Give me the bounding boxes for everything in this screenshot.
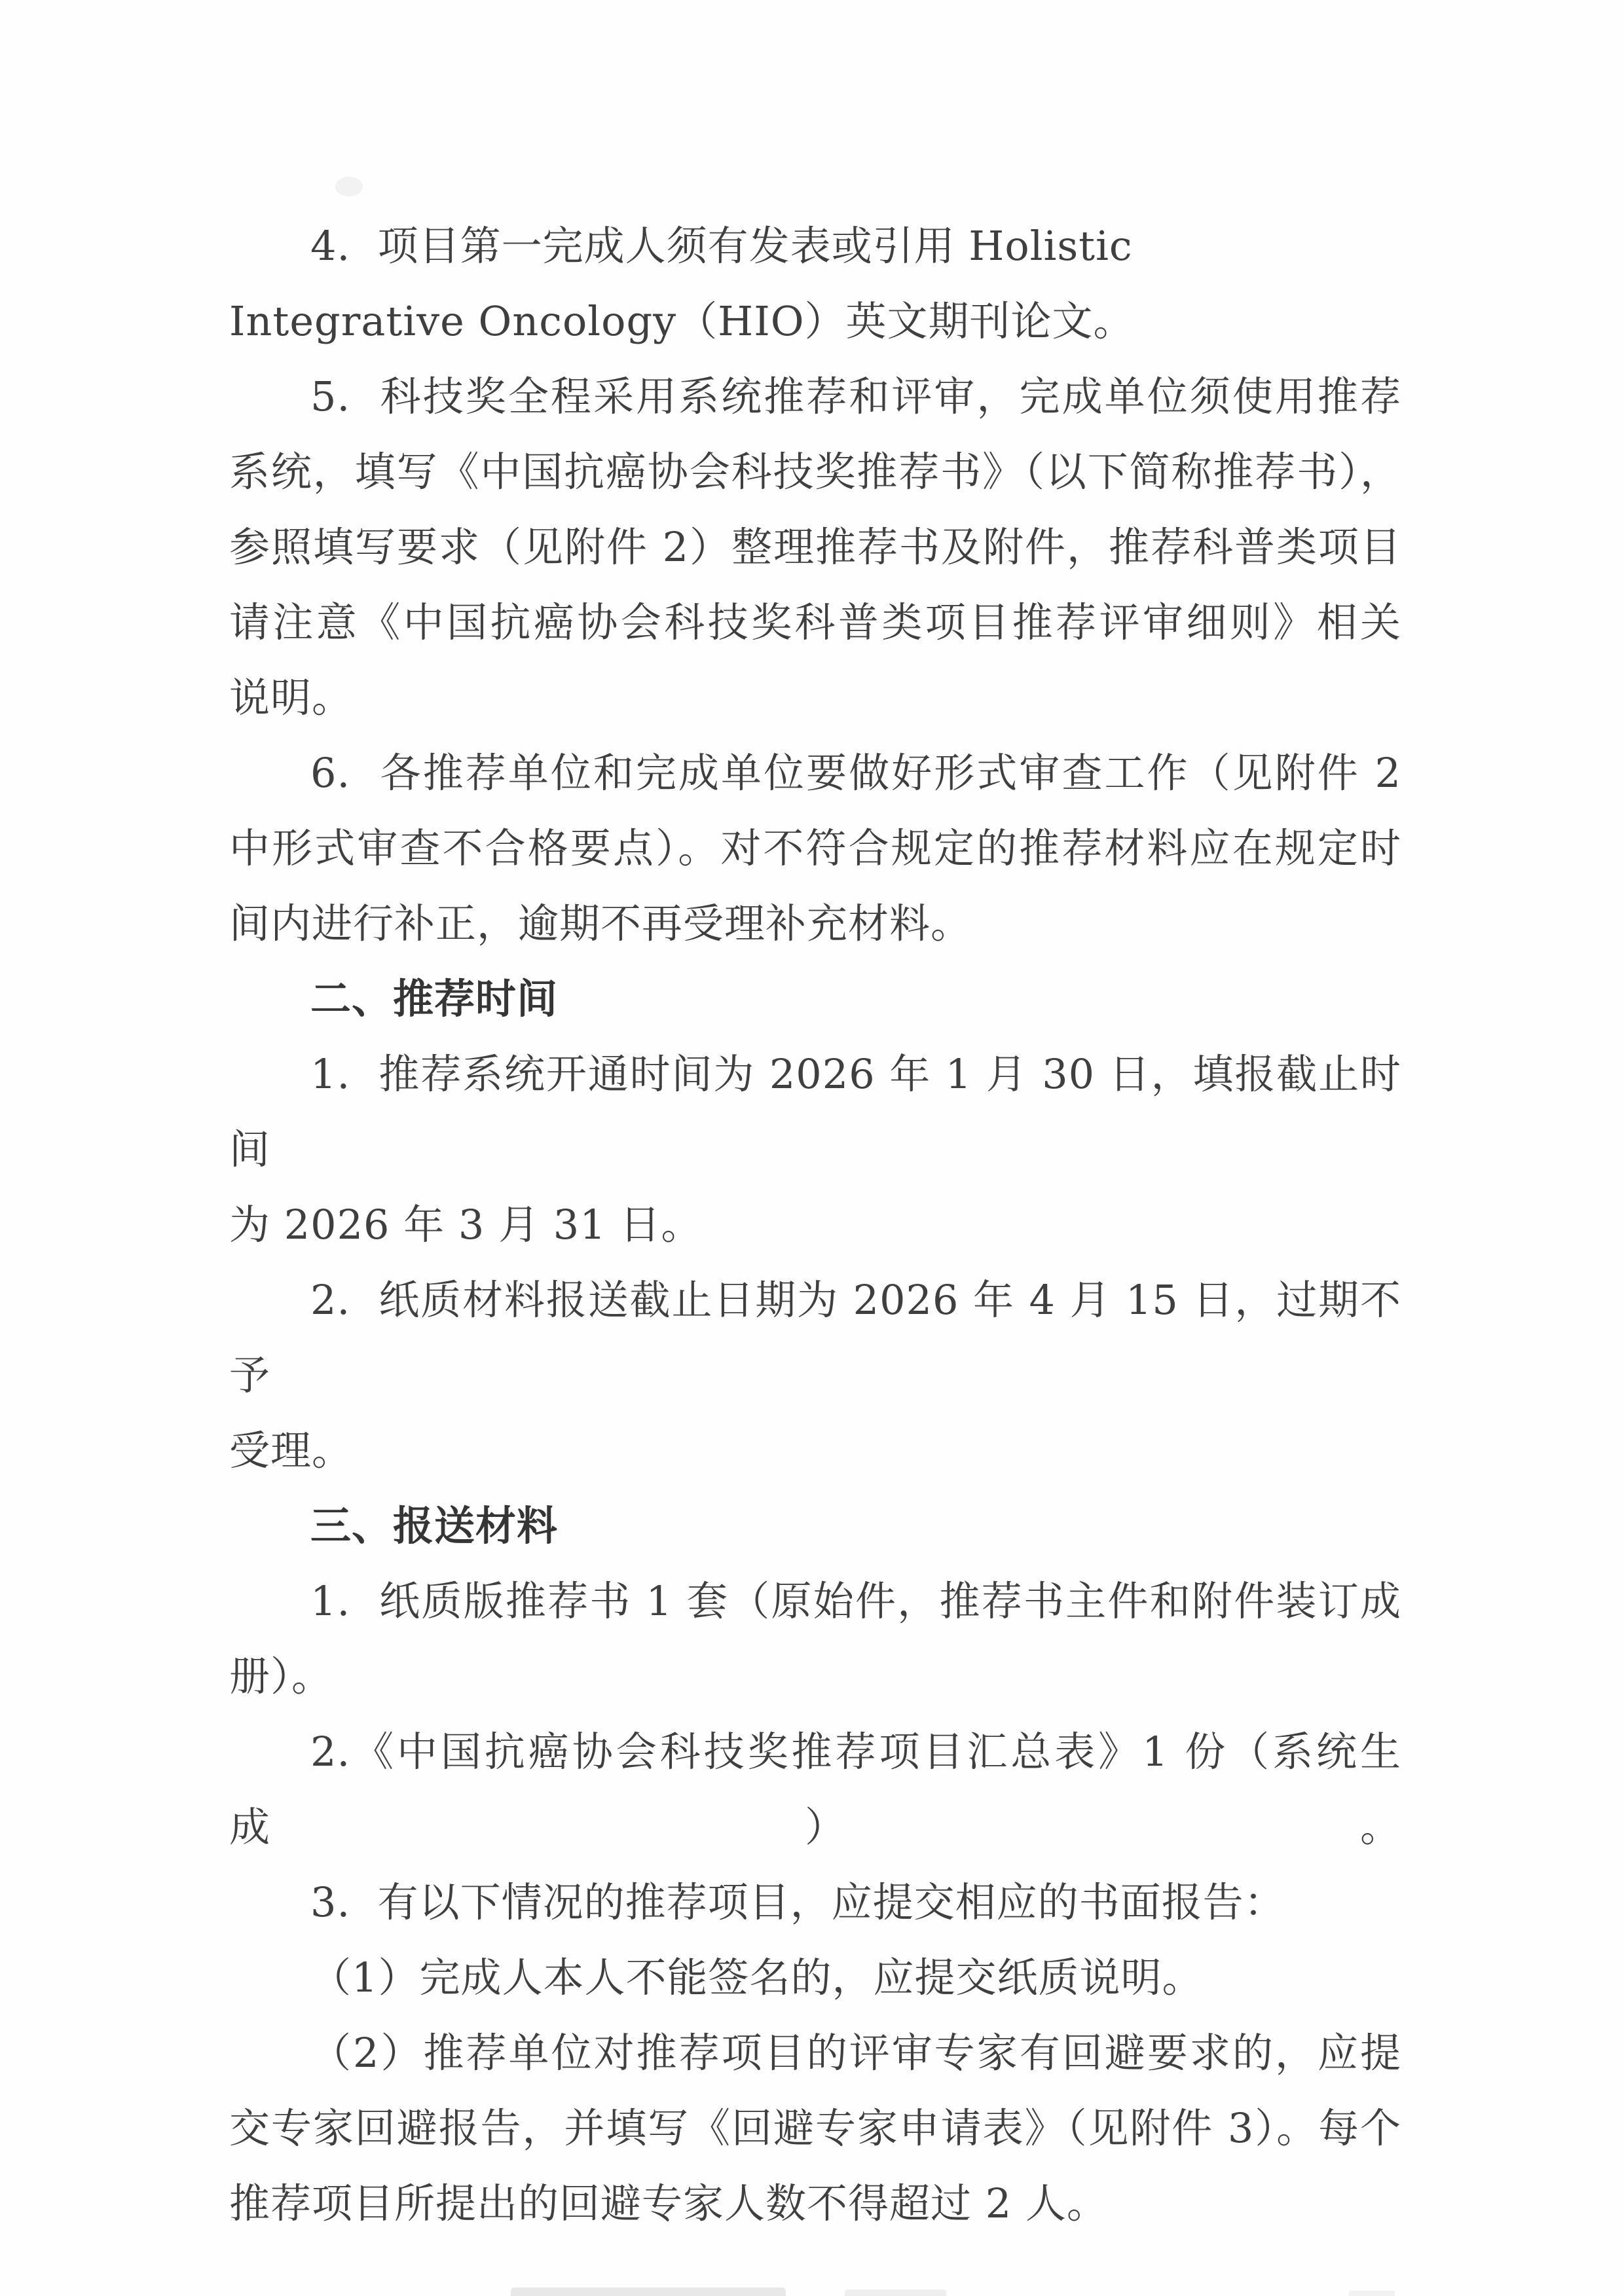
para-item5-line3: 参照填写要求（见附件 2）整理推荐书及附件，推荐科普类项目 xyxy=(229,523,1401,571)
para-time1-line2: 为 2026 年 3 月 31 日。 xyxy=(229,1201,703,1248)
para-material3-sub2-line1: （2）推荐单位对推荐项目的评审专家有回避要求的，应提 xyxy=(310,2029,1401,2077)
para-item5-line2: 系统，填写《中国抗癌协会科技奖推荐书》（以下简称推荐书）， xyxy=(229,448,1401,496)
para-item5-line1: 5. 科技奖全程采用系统推荐和评审，完成单位须使用推荐 xyxy=(310,373,1401,420)
section-heading-2: 二、推荐时间 xyxy=(310,975,559,1023)
para-item6-line1: 6. 各推荐单位和完成单位要做好形式审查工作（见附件 2 xyxy=(310,749,1401,797)
scan-smudge xyxy=(845,2289,946,2296)
scan-smudge xyxy=(511,2287,786,2296)
scan-smudge xyxy=(1349,2291,1395,2296)
para-time1-line1: 1. 推荐系统开通时间为 2026 年 1 月 30 日，填报截止时间 xyxy=(229,1050,1401,1173)
para-item6-line3: 间内进行补正，逾期不再受理补充材料。 xyxy=(229,900,972,947)
para-time2-line2: 受理。 xyxy=(229,1427,354,1474)
para-item5-line4: 请注意《中国抗癌协会科技奖科普类项目推荐评审细则》相关 xyxy=(229,598,1401,646)
para-item6-line2: 中形式审查不合格要点）。对不符合规定的推荐材料应在规定时 xyxy=(229,824,1401,872)
para-material3-sub2-line2: 交专家回避报告，并填写《回避专家申请表》（见附件 3）。每个 xyxy=(229,2104,1401,2152)
para-material3-sub1: （1）完成人本人不能签名的，应提交纸质说明。 xyxy=(310,1954,1204,2001)
para-material2-line1: 2.《中国抗癌协会科技奖推荐项目汇总表》1 份（系统生成）。 xyxy=(229,1728,1401,1851)
document-text-block xyxy=(229,208,1401,2241)
para-item5-line5: 说明。 xyxy=(229,674,354,721)
para-item4-line1: 4. 项目第一完成人须有发表或引用 Holistic xyxy=(310,222,1133,270)
section-heading-3: 三、报送材料 xyxy=(310,1502,559,1550)
para-material1-line2: 册）。 xyxy=(229,1652,333,1700)
scan-smudge xyxy=(335,177,363,196)
para-material3-line1: 3. 有以下情况的推荐项目，应提交相应的书面报告： xyxy=(310,1878,1285,1926)
para-material1-line1: 1. 纸质版推荐书 1 套（原始件，推荐书主件和附件装订成 xyxy=(310,1577,1401,1625)
para-material3-sub2-line3: 推荐项目所提出的回避专家人数不得超过 2 人。 xyxy=(229,2179,1108,2227)
para-item4-line2: Integrative Oncology（HIO）英文期刊论文。 xyxy=(229,297,1135,345)
para-time2-line1: 2. 纸质材料报送截止日期为 2026 年 4 月 15 日，过期不予 xyxy=(229,1276,1401,1399)
